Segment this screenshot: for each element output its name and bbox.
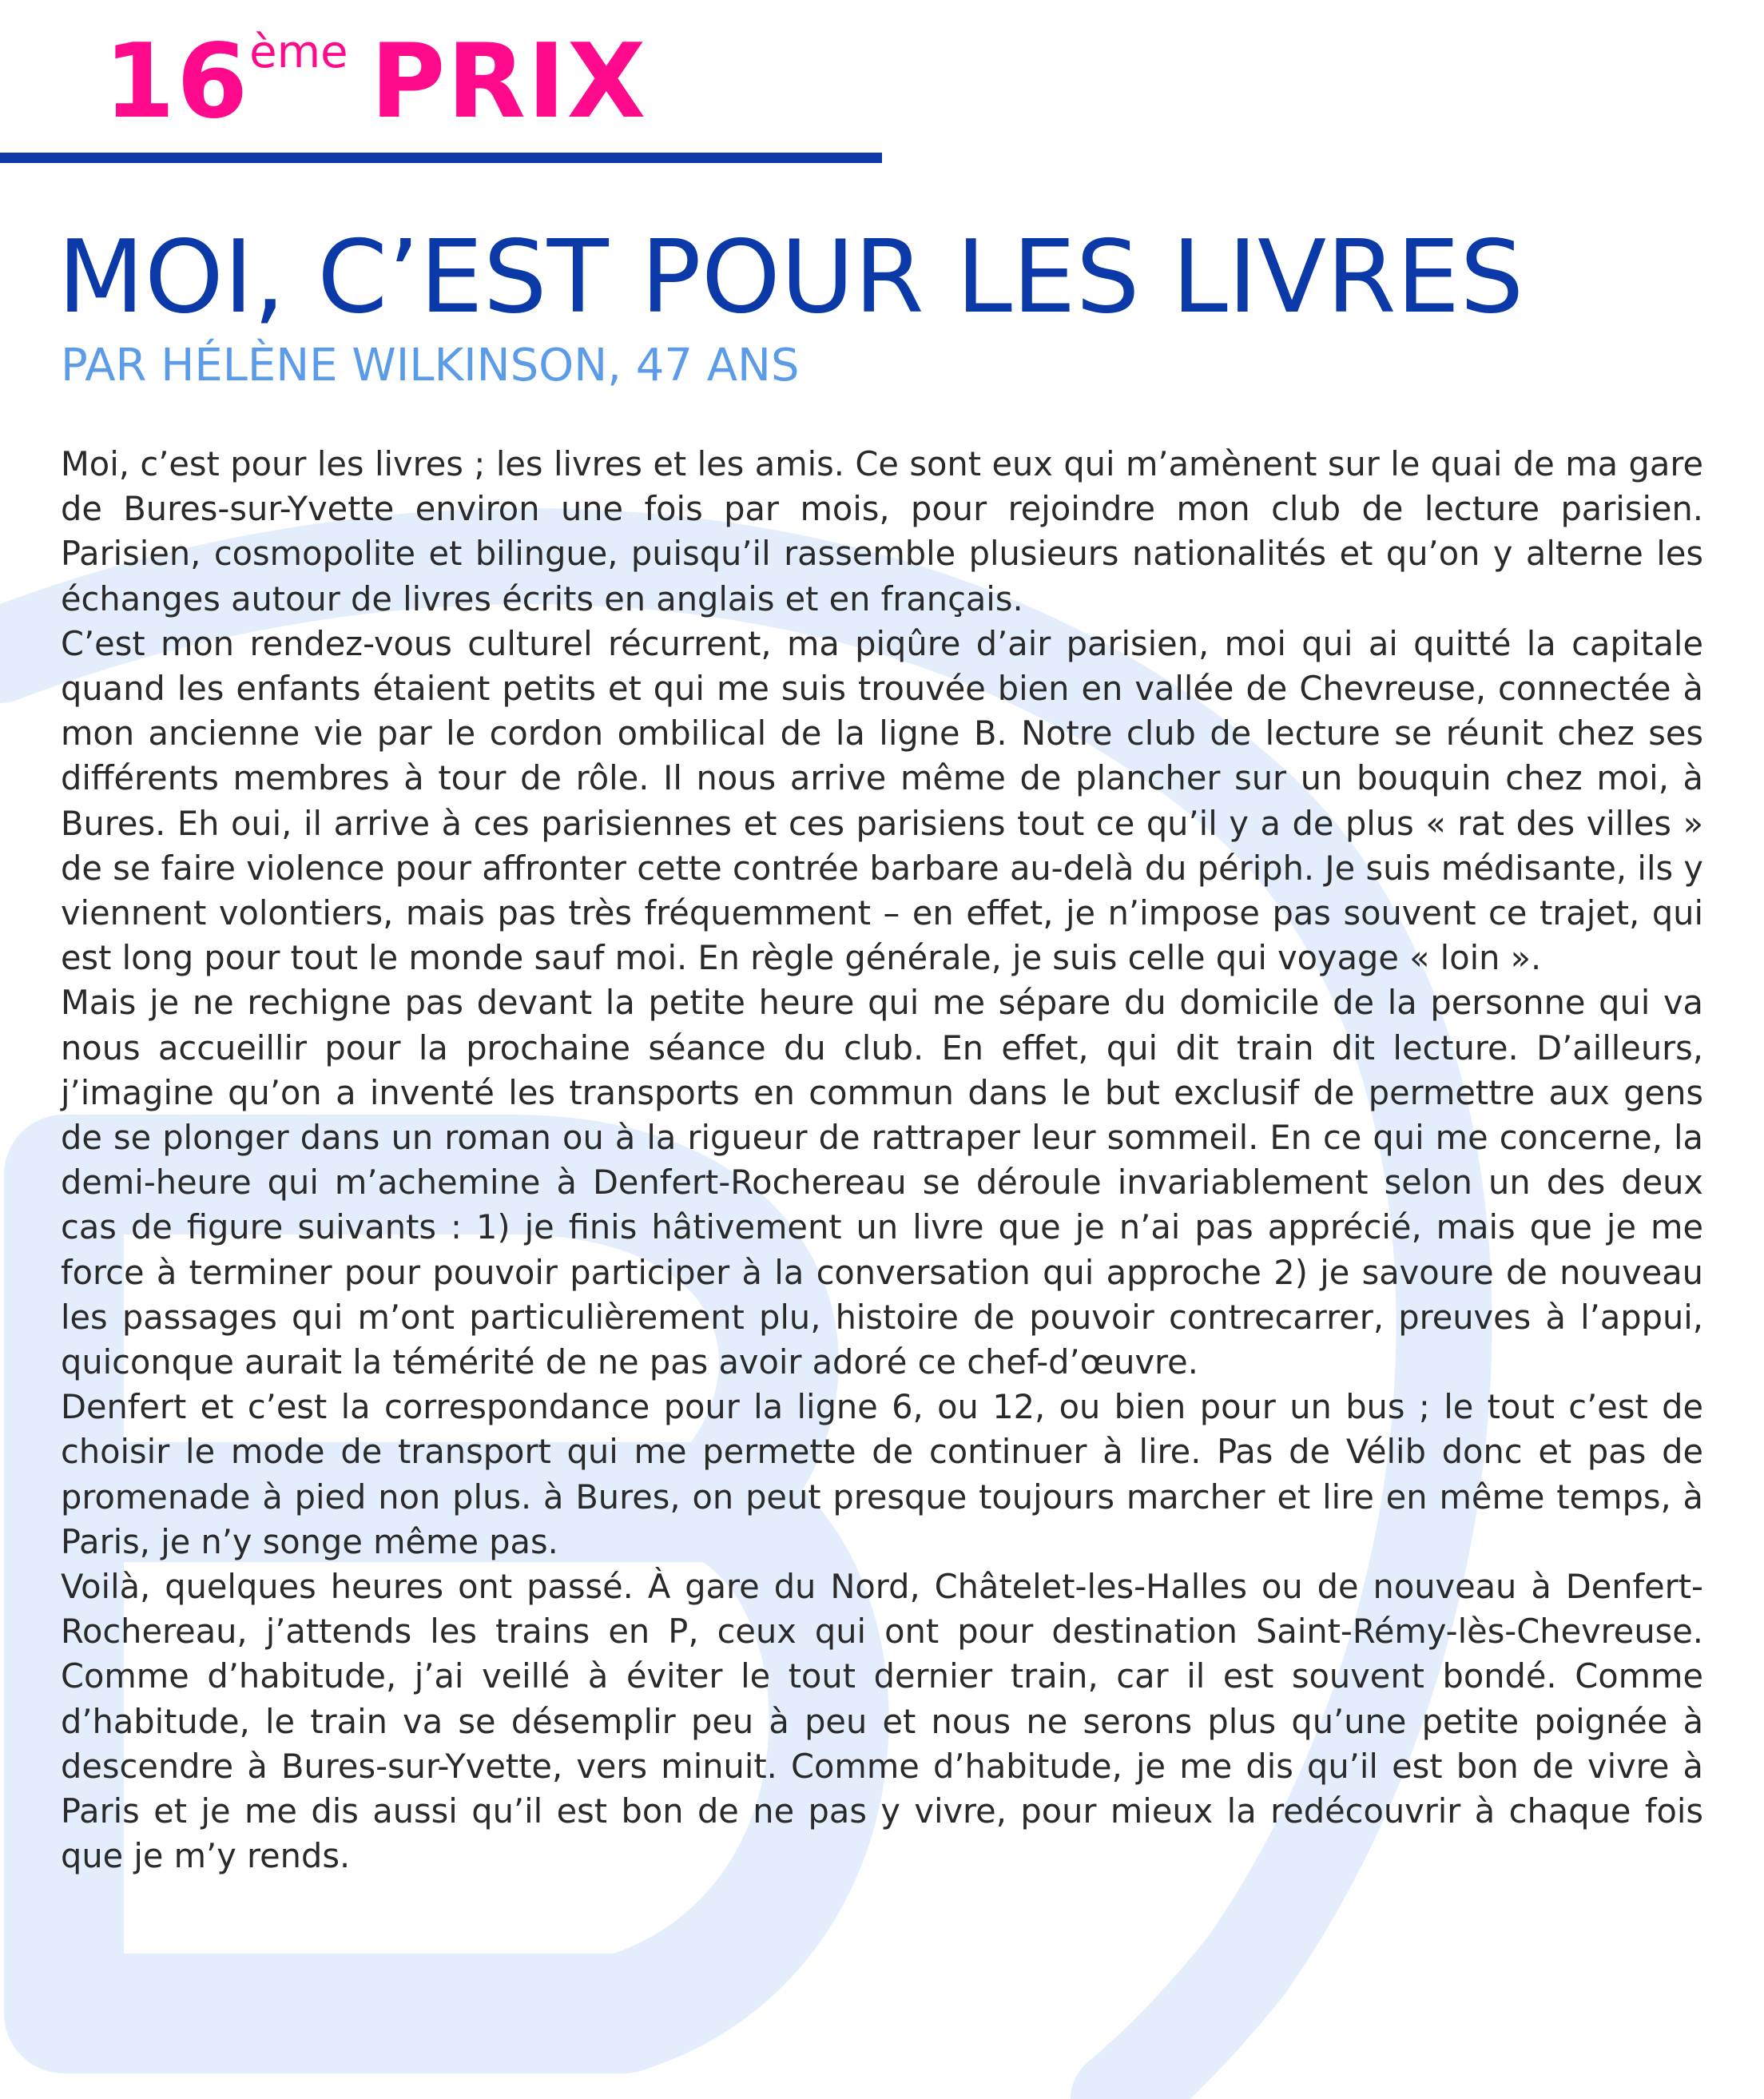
article-paragraph-2: C’est mon rendez-vous culturel récurrent, ma piqûre d’air parisien, moi qui ai quitté la capitale quand les enfants étaient petits et qui me suis trouvée bien en vallée de Chevreuse, connectée à mon ancienne vie par le cordon ombilical de la ligne B. Notre club de lecture se réunit chez ses différents membres à tour de rôle. Il nous arrive même de plancher sur un bouquin chez moi, à Bures. Eh oui, il arrive à ces parisiennes et ces parisiens tout ce qu’il y a de plus « rat des villes » de se faire violence pour affronter cette contrée barbare au-delà du périph. Je suis médisante, ils y viennent volontiers, mais pas très fréquemment – en effet, je n’impose pas souvent ce trajet, qui est long pour tout le monde sauf moi. En règle générale, je suis celle qui voyage « loin ». — [61, 623, 1703, 978]
article-byline: PAR HÉLÈNE WILKINSON, 47 ANS — [61, 340, 800, 392]
prize-word: PRIX — [370, 22, 648, 141]
prize-suffix: ème — [249, 26, 348, 78]
prize-number: 16 — [104, 22, 250, 141]
heading-divider — [0, 153, 882, 163]
article-paragraph-1: Moi, c’est pour les livres ; les livres et les amis. Ce sont eux qui m’amènent sur le quai de ma gare de Bures-sur-Yvette environ une fois par mois, pour rejoindre mon club de lecture parisien. Parisien, cosmopolite et bilingue, puisqu’il rassemble plusieurs nationalités et qu’on y alterne les échanges autour de livres écrits en anglais et en français. — [61, 444, 1703, 618]
prize-rank-heading — [104, 22, 647, 142]
article-paragraph-4: Denfert et c’est la correspondance pour la ligne 6, ou 12, ou bien pour un bus ; le tout c’est de choisir le mode de transport qui me permette de continuer à lire. Pas de Vélib donc et pas de promenade à pied non plus. à Bures, on peut presque toujours marcher et lire en même temps, à Paris, je n’y songe même pas. — [61, 1387, 1703, 1561]
article-paragraph-5: Voilà, quelques heures ont passé. À gare du Nord, Châtelet-les-Halles ou de nouveau à Denfert-Rochereau, j’attends les trains en P, ceux qui ont pour destination Saint-Rémy-lès-Chevreuse. Comme d’habitude, j’ai veillé à éviter le tout dernier train, car il est souvent bondé. Comme d’habitude, le train va se désemplir peu à peu et nous ne serons plus qu’une petite poignée à descendre à Bures-sur-Yvette, vers minuit. Comme d’habitude, je me dis qu’il est bon de vivre à Paris et je me dis aussi qu’il est bon de ne pas y vivre, pour mieux la redécouvrir à chaque fois que je m’y rends. — [61, 1567, 1703, 1876]
article-title: MOI, C’EST POUR LES LIVRES — [58, 218, 1524, 336]
article-paragraph-3: Mais je ne rechigne pas devant la petite heure qui me sépare du domicile de la personne qui va nous accueillir pour la prochaine séance du club. En effet, qui dit train dit lecture. D’ailleurs, j’imagine qu’on a inventé les transports en commun dans le but exclusif de permettre aux gens de se plonger dans un roman ou à la rigueur de rattraper leur sommeil. En ce qui me concerne, la demi-heure qui m’achemine à Denfert-Rochereau se déroule invariablement selon un des deux cas de figure suivants : 1) je finis hâtivement un livre que je n’ai pas apprécié, mais que je me force à terminer pour pouvoir participer à la conversation qui approche 2) je savoure de nouveau les passages qui m’ont particulièrement plu, histoire de pouvoir contrecarrer, preuves à l’appui, quiconque aurait la témérité de ne pas avoir adoré ce chef-d’œuvre. — [61, 983, 1703, 1382]
article-body — [61, 442, 1703, 1879]
